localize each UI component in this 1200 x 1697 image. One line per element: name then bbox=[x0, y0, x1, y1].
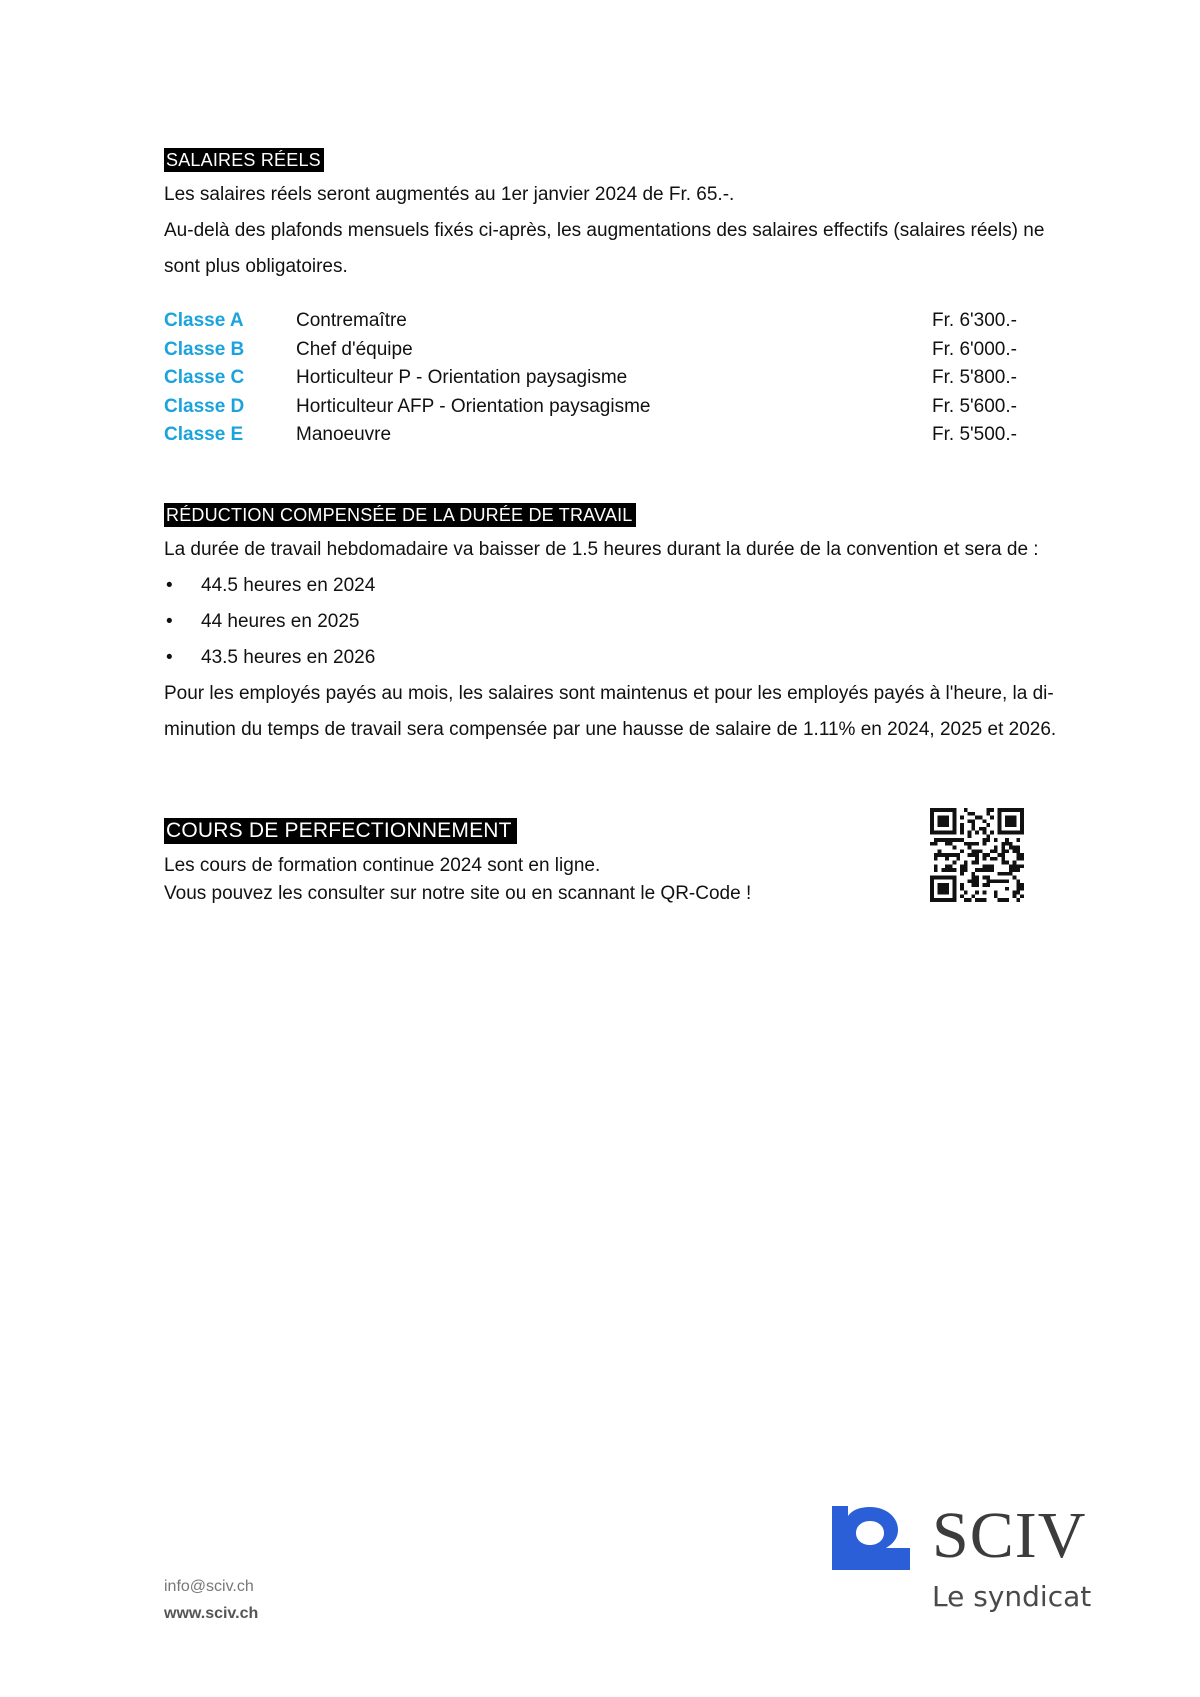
class-salary: Fr. 6'000.- bbox=[932, 338, 1017, 360]
footer-contact bbox=[164, 1573, 258, 1627]
class-code: Classe A bbox=[164, 310, 244, 331]
class-salary: Fr. 5'800.- bbox=[932, 367, 1017, 388]
list-item-text: 44 heures en 2025 bbox=[201, 611, 360, 632]
class-code: Classe C bbox=[164, 367, 245, 388]
salaires-text-3: sont plus obligatoires. bbox=[164, 256, 348, 277]
class-salary: Fr. 5'600.- bbox=[932, 395, 1017, 417]
class-title: Horticulteur AFP - Orientation paysagisme bbox=[296, 395, 651, 417]
class-title: Manoeuvre bbox=[296, 424, 392, 445]
cours-text-1: Les cours de formation continue 2024 sont en ligne. bbox=[164, 855, 601, 876]
cours-text-2: Vous pouvez les consulter sur notre site ou en scannant le QR-Code ! bbox=[164, 883, 752, 904]
list-item bbox=[164, 640, 1088, 676]
qr-code-icon[interactable] bbox=[930, 808, 1024, 902]
class-code: Classe B bbox=[164, 338, 245, 360]
class-salary: Fr. 5'500.- bbox=[932, 424, 1017, 445]
logo-name: SCIV bbox=[932, 1499, 1087, 1572]
class-title: Horticulteur P - Orientation paysagisme bbox=[296, 367, 628, 388]
list-item bbox=[164, 604, 1088, 640]
reduction-outro-2: minution du temps de travail sera compensée par une hausse de salaire de 1.11% en 2024, 2025 et 2026. bbox=[164, 719, 1057, 740]
list-item bbox=[164, 568, 1088, 604]
hours-list bbox=[164, 568, 1088, 676]
class-salary: Fr. 6'300.- bbox=[932, 310, 1017, 331]
class-code: Classe D bbox=[164, 395, 245, 417]
sciv-logo-mark-icon bbox=[832, 1506, 910, 1570]
bullet-icon: • bbox=[166, 647, 173, 668]
list-item-text: 44.5 heures en 2024 bbox=[201, 575, 376, 596]
reduction-outro-1: Pour les employés payés au mois, les salaires sont maintenus et pour les employés payés à l'heure, la di- bbox=[164, 683, 1054, 704]
salary-class-row bbox=[164, 421, 1044, 450]
footer-email-link[interactable]: info@sciv.ch bbox=[164, 1578, 254, 1595]
sciv-logo bbox=[832, 1499, 1100, 1626]
heading-cours: COURS DE PERFECTIONNEMENT bbox=[164, 818, 517, 844]
section-salaires bbox=[164, 148, 1088, 285]
heading-salaires: SALAIRES RÉELS bbox=[164, 148, 324, 172]
logo-tagline: Le syndicat bbox=[932, 1580, 1092, 1613]
class-title: Contremaître bbox=[296, 310, 407, 331]
section-reduction bbox=[164, 503, 1088, 748]
salary-class-table bbox=[164, 307, 1044, 450]
heading-reduction: RÉDUCTION COMPENSÉE DE LA DURÉE DE TRAVAIL bbox=[164, 503, 636, 527]
salary-class-row bbox=[164, 364, 1044, 393]
class-title: Chef d'équipe bbox=[296, 338, 413, 360]
footer-website-link[interactable]: www.sciv.ch bbox=[164, 1605, 259, 1622]
salary-class-row bbox=[164, 393, 1044, 422]
salaires-text-2: Au-delà des plafonds mensuels fixés ci-après, les augmentations des salaires effectifs (salaires réels) ne bbox=[164, 220, 1045, 241]
salary-class-row bbox=[164, 336, 1044, 365]
list-item-text: 43.5 heures en 2026 bbox=[201, 647, 376, 668]
bullet-icon: • bbox=[166, 611, 173, 632]
bullet-icon: • bbox=[166, 575, 173, 596]
salaires-text-1: Les salaires réels seront augmentés au 1er janvier 2024 de Fr. 65.-. bbox=[164, 184, 735, 205]
salary-class-row bbox=[164, 307, 1044, 336]
reduction-intro: La durée de travail hebdomadaire va baisser de 1.5 heures durant la durée de la convention et sera de : bbox=[164, 539, 1039, 560]
class-code: Classe E bbox=[164, 424, 244, 445]
